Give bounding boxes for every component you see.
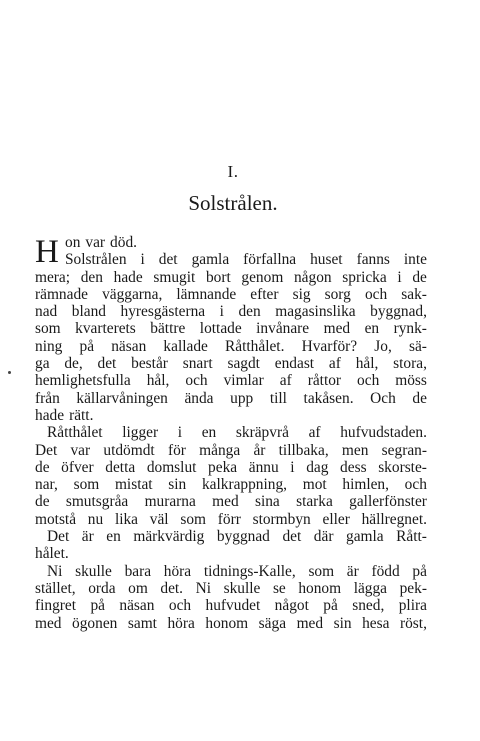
word: himlen, (342, 476, 389, 494)
word: lägga (353, 579, 388, 597)
word: är (81, 528, 94, 546)
text-line (35, 442, 427, 459)
word: ögonen (72, 614, 118, 632)
word: det (97, 355, 117, 373)
word: magasinslika (275, 303, 356, 321)
word: nu (87, 510, 104, 528)
word: sagdt (227, 355, 260, 373)
word: vimlar (223, 372, 264, 390)
word: mistat (114, 476, 153, 494)
word: segran- (381, 441, 427, 459)
word: Ni (47, 562, 63, 580)
text-line (35, 493, 427, 510)
word: från (35, 389, 60, 407)
word: som (180, 510, 206, 528)
word: bättre (150, 320, 186, 338)
word: förr (217, 510, 241, 528)
word: detta (105, 458, 136, 476)
text-line (35, 303, 427, 320)
word: lämnande (176, 285, 237, 303)
word: i (397, 268, 402, 286)
word: upp (230, 389, 254, 407)
word: Det (47, 528, 70, 546)
word: i (177, 424, 183, 442)
word: och (357, 372, 380, 390)
word: med (323, 320, 351, 338)
text-line (35, 545, 427, 562)
word: många (199, 441, 241, 459)
word: bland (71, 303, 106, 321)
word: nad (35, 303, 58, 321)
word: de (412, 268, 427, 286)
word: men (341, 441, 369, 459)
word: hål, (355, 355, 379, 373)
word: sin (168, 476, 187, 494)
word: hyresgästerna (120, 303, 206, 321)
word: kallade (163, 337, 208, 355)
word: spricka (342, 268, 387, 286)
word: domslut (146, 458, 197, 476)
word: af (328, 355, 341, 373)
word: Det (35, 441, 58, 459)
word: sina (254, 493, 280, 511)
word: som (308, 562, 335, 580)
text-line (35, 355, 427, 372)
word: var (85, 234, 106, 251)
word: honom (205, 614, 249, 632)
word: rynk- (393, 320, 427, 338)
word: förfallna (243, 251, 297, 269)
word: sorg (324, 285, 351, 303)
text-line (35, 407, 427, 424)
word: på (90, 597, 105, 615)
text-line (35, 459, 427, 476)
word: ligger (122, 424, 159, 442)
word: och (364, 285, 388, 303)
word: möss (395, 372, 427, 390)
word: snart (182, 355, 213, 373)
word: sä- (408, 337, 427, 355)
word: utdömdt (103, 441, 155, 459)
word: invånare (256, 320, 310, 338)
word: röst, (399, 614, 427, 632)
word: dess (340, 458, 367, 476)
text-line (35, 338, 427, 355)
word: dag (306, 458, 329, 476)
word: byggnad (216, 528, 270, 546)
word: märkvärdig (133, 528, 205, 546)
text-line (35, 580, 427, 597)
word: hufvudet (205, 597, 261, 615)
word: de (412, 389, 427, 407)
chapter-title: Solstrålen. (188, 191, 278, 215)
word: och (404, 476, 427, 494)
drop-cap: H (35, 234, 59, 270)
word: på (412, 562, 427, 580)
word: med (296, 614, 324, 632)
word: den (238, 303, 261, 321)
word: peka (208, 458, 238, 476)
word: bara (124, 562, 152, 580)
word: af (308, 424, 321, 442)
word: till (269, 389, 287, 407)
word: ännu (248, 458, 279, 476)
text-line (35, 390, 427, 407)
word: smutsgråa (65, 493, 129, 511)
text-line (35, 476, 427, 493)
text-line (35, 269, 427, 286)
word: Jo, (374, 337, 392, 355)
word: stället, (35, 579, 76, 597)
word: hade (113, 268, 143, 286)
word: samt (127, 614, 157, 632)
word: något (274, 597, 309, 615)
word: näsan (111, 337, 147, 355)
word: Solstrålen (65, 251, 127, 269)
word: gallerfönster (349, 493, 427, 511)
word: död. (110, 234, 137, 251)
word: nar, (35, 476, 58, 494)
word: huset (310, 251, 343, 269)
word: tidnings-Kalle, (203, 562, 296, 580)
word: som (73, 476, 100, 494)
word: född (371, 562, 400, 580)
word: det (158, 251, 178, 269)
word: eller (322, 510, 350, 528)
text-line (35, 320, 427, 337)
word: hade (35, 406, 65, 424)
word: sig (292, 285, 311, 303)
word: med (35, 614, 62, 632)
word: var (70, 441, 91, 459)
word: Hvarför? (301, 337, 358, 355)
word: skulle (223, 579, 261, 597)
word: består (131, 355, 168, 373)
word: gamla (346, 528, 384, 546)
word: ända (184, 389, 214, 407)
word: on (65, 234, 81, 251)
text-line (35, 563, 427, 580)
word: en (106, 528, 121, 546)
text-line (35, 511, 427, 528)
word: gamla (191, 251, 230, 269)
text-line (35, 251, 427, 268)
word: bort (205, 268, 231, 286)
word: ning (35, 337, 63, 355)
word: skorste- (378, 458, 427, 476)
word: stora, (393, 355, 427, 373)
word: råttor (307, 372, 342, 390)
word: för (167, 441, 186, 459)
word: någon (293, 268, 332, 286)
word: se (272, 579, 286, 597)
word: hällregnet. (361, 510, 427, 528)
word: är (346, 562, 359, 580)
word: honom (298, 579, 342, 597)
word: Ni (195, 579, 212, 597)
word: murarna (144, 493, 196, 511)
word: byggnad, (370, 303, 427, 321)
word: höra (167, 614, 195, 632)
word: rämnade (35, 285, 88, 303)
word: källarvåningen (76, 389, 168, 407)
word: de (35, 458, 50, 476)
word: hufvudstaden. (340, 424, 427, 442)
word: endast (274, 355, 315, 373)
word: väggarna, (102, 285, 163, 303)
text-line (35, 234, 427, 251)
word: där (313, 528, 334, 546)
chapter-number: I. (227, 162, 239, 181)
text-line (35, 372, 427, 389)
word: plira (398, 597, 427, 615)
word: pek- (399, 579, 427, 597)
text-line (35, 424, 427, 441)
chapter-body (35, 234, 427, 632)
word: de, (64, 355, 83, 373)
word: det. (160, 579, 184, 597)
word: en (201, 424, 217, 442)
word: i (140, 251, 145, 269)
word: om (128, 579, 148, 597)
word: väl (149, 510, 169, 528)
word: lika (114, 510, 139, 528)
word: mera; (35, 268, 71, 286)
word: hesa (362, 614, 390, 632)
word: och (185, 372, 208, 390)
word: lottade (199, 320, 242, 338)
word: mot (302, 476, 327, 494)
word: fanns (356, 251, 390, 269)
word: stormbyn (252, 510, 311, 528)
word: smugit (153, 268, 196, 286)
word: i (219, 303, 224, 321)
word: efter (250, 285, 279, 303)
word: på (79, 337, 95, 355)
word: fingret (35, 597, 77, 615)
word: kvarterets (75, 320, 136, 338)
word: skulle (75, 562, 112, 580)
word: hål, (146, 372, 170, 390)
word: hemlighetsfulla (35, 372, 131, 390)
word: orda (88, 579, 116, 597)
word: af (279, 372, 292, 390)
word: säga (258, 614, 287, 632)
word: sned, (352, 597, 385, 615)
word: på (323, 597, 338, 615)
word: sin (333, 614, 352, 632)
text-line (35, 528, 427, 545)
text-line (35, 615, 427, 632)
word: Råtthålet (47, 424, 103, 442)
word: näsan (119, 597, 155, 615)
word: takåsen. (303, 389, 354, 407)
word: Råtthålet. (225, 337, 285, 355)
word: sak- (401, 285, 427, 303)
word: motstå (35, 510, 77, 528)
word: inte (403, 251, 427, 269)
word: Och (370, 389, 396, 407)
word: en (364, 320, 380, 338)
text-line (35, 597, 427, 614)
word: höra (163, 562, 192, 580)
margin-speck (8, 371, 11, 374)
word: öfver (61, 458, 94, 476)
word: som (35, 320, 61, 338)
word: skräpvrå (235, 424, 289, 442)
word: genom (241, 268, 284, 286)
word: tillbaka, (278, 441, 329, 459)
word: och (168, 597, 192, 615)
text-line (35, 286, 427, 303)
word: hålet. (35, 545, 69, 563)
word: i (290, 458, 295, 476)
word: den (80, 268, 103, 286)
word: de (35, 493, 50, 511)
word: ga (35, 355, 50, 373)
word: kalkrappning, (201, 476, 288, 494)
word: Rått- (396, 528, 427, 546)
word: det (282, 528, 302, 546)
word: med (212, 493, 239, 511)
word: år (253, 441, 266, 459)
word: starka (296, 493, 333, 511)
word: rätt. (69, 406, 94, 424)
